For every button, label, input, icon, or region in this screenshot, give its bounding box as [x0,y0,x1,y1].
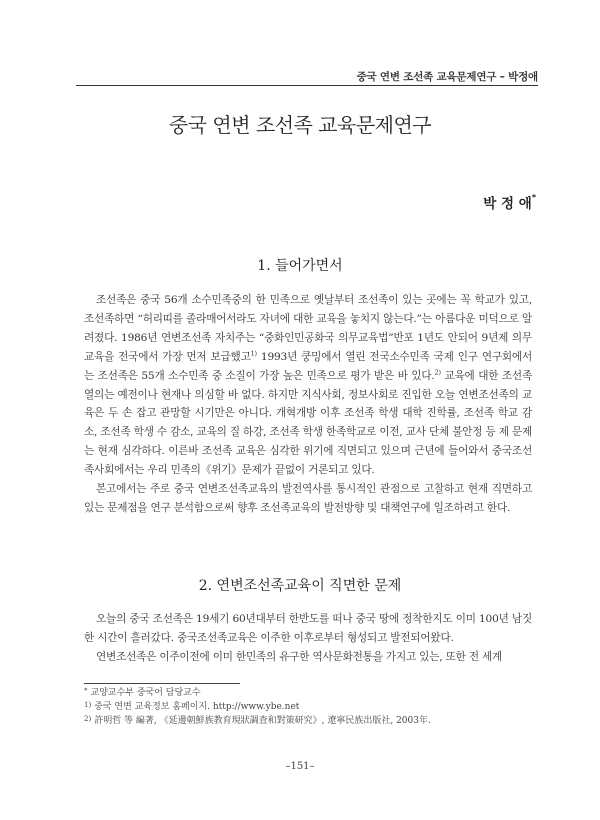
paragraph-text: 오늘의 중국 조선족은 19세기 60년대부터 한반도를 떠나 중국 땅에 정착한지도 이미 100년 남짓한 시간이 흘러갔다. 중국조선족교육은 이주한 이후로부터 형성되고 발전되어왔다. [84,613,532,644]
page-number: –151– [285,761,315,772]
paper-title: 중국 연변 조선족 교육문제연구 [168,113,432,137]
section-2-body [84,610,532,667]
running-header: 중국 연변 조선족 교육문제연구 – 박정애 [356,71,538,83]
footnote-text: 중국 연변 교육정보 홈페이지. http://www.ybe.net [94,702,300,712]
paragraph [84,648,532,667]
header-rule [76,85,538,86]
paragraph-text: 조선족은 중국 56개 소수민족중의 한 민족으로 옛날부터 조선족이 있는 곳에는 꼭 학교가 있고, 조선족하면 “허리띠를 졸라매어서라도 자녀에 대한 교육을 놓치지 않는다.”는 아름다운 미덕으로 알려졌다. 1986년 연변조선족 자치주는 “중화인민공화국 의무교육법”반포 1년도 안되어 9년제 의무교육을 전국에서 가장 먼저 보급했고 [84,294,532,363]
author-footnote-mark: * [531,192,536,202]
paragraph-text: 연변조선족은 이주이전에 이미 한민족의 유구한 역사문화전통을 가지고 있는, 또한 전 세계 [96,650,503,663]
paragraph-text: 교육에 대한 조선족열의는 예전이나 현재나 의심할 바 없다. 하지만 지식사회, 정보사회로 진입한 오늘 연변조선족의 교육은 두 손 잡고 관망할 시기만은 아니다. 개혁개방 이후 조선족 학생 대학 진학률, 조선족 학교 감소, 조선족 학생 수 감소, 교육의 질 하강, 조선족 학생 한족학교로 이전, 교사 단체 불안정 등 제 문제는 현재 심각하다. 이른바 조선족 교육은 심각한 위기에 직면되고 있으며 근년에 들어와서 중국조선족사회에서는 우리 민족의《위기》문제가 끝없이 거론되고 있다. [84,369,532,477]
footnote-rule [84,683,240,684]
footnote-item [84,714,532,728]
paragraph-text: 1993년 쿵밍에서 열린 전국소수민족 국제 인구 연구회에서는 조선족은 55개 소수민족 중 소질이 가장 높은 민족으로 평가 받은 바 있다. [84,350,532,382]
section-heading-2: 2. 연변조선족교육이 직면한 문제 [198,578,402,594]
author [483,192,536,212]
footnote-item [84,686,532,700]
paragraph-text: 본고에서는 주로 중국 연변조선족교육의 발전역사를 통시적인 관점으로 고찰하고 현재 직면하고 있는 문제점을 연구 분석함으로써 향후 조선족교육의 발전방향 및 대책연구에 일조하려고 한다. [84,483,532,514]
section-1-body [84,291,532,518]
footnote-mark: * [84,687,88,695]
footnote-mark: 2) [84,715,92,723]
footnote-ref-2[interactable]: 2) [434,368,441,377]
author-name: 박 정 애 [483,196,532,212]
footnote-text: 교양교수부 중국어 담당교수 [90,688,201,698]
section-heading-1: 1. 들어가면서 [257,258,343,274]
paragraph [84,610,532,648]
paragraph [84,291,532,480]
footnote-text: 許明哲 等 編著, 《延邊朝鮮族教育現狀調査和對策研究》, 遼寧民族出版社, 2003年. [94,716,431,726]
paragraph [84,480,532,518]
footnote-ref-1[interactable]: 1) [250,349,257,358]
footnote-mark: 1) [84,701,92,709]
footnote-item [84,700,532,714]
footnotes [84,686,532,728]
